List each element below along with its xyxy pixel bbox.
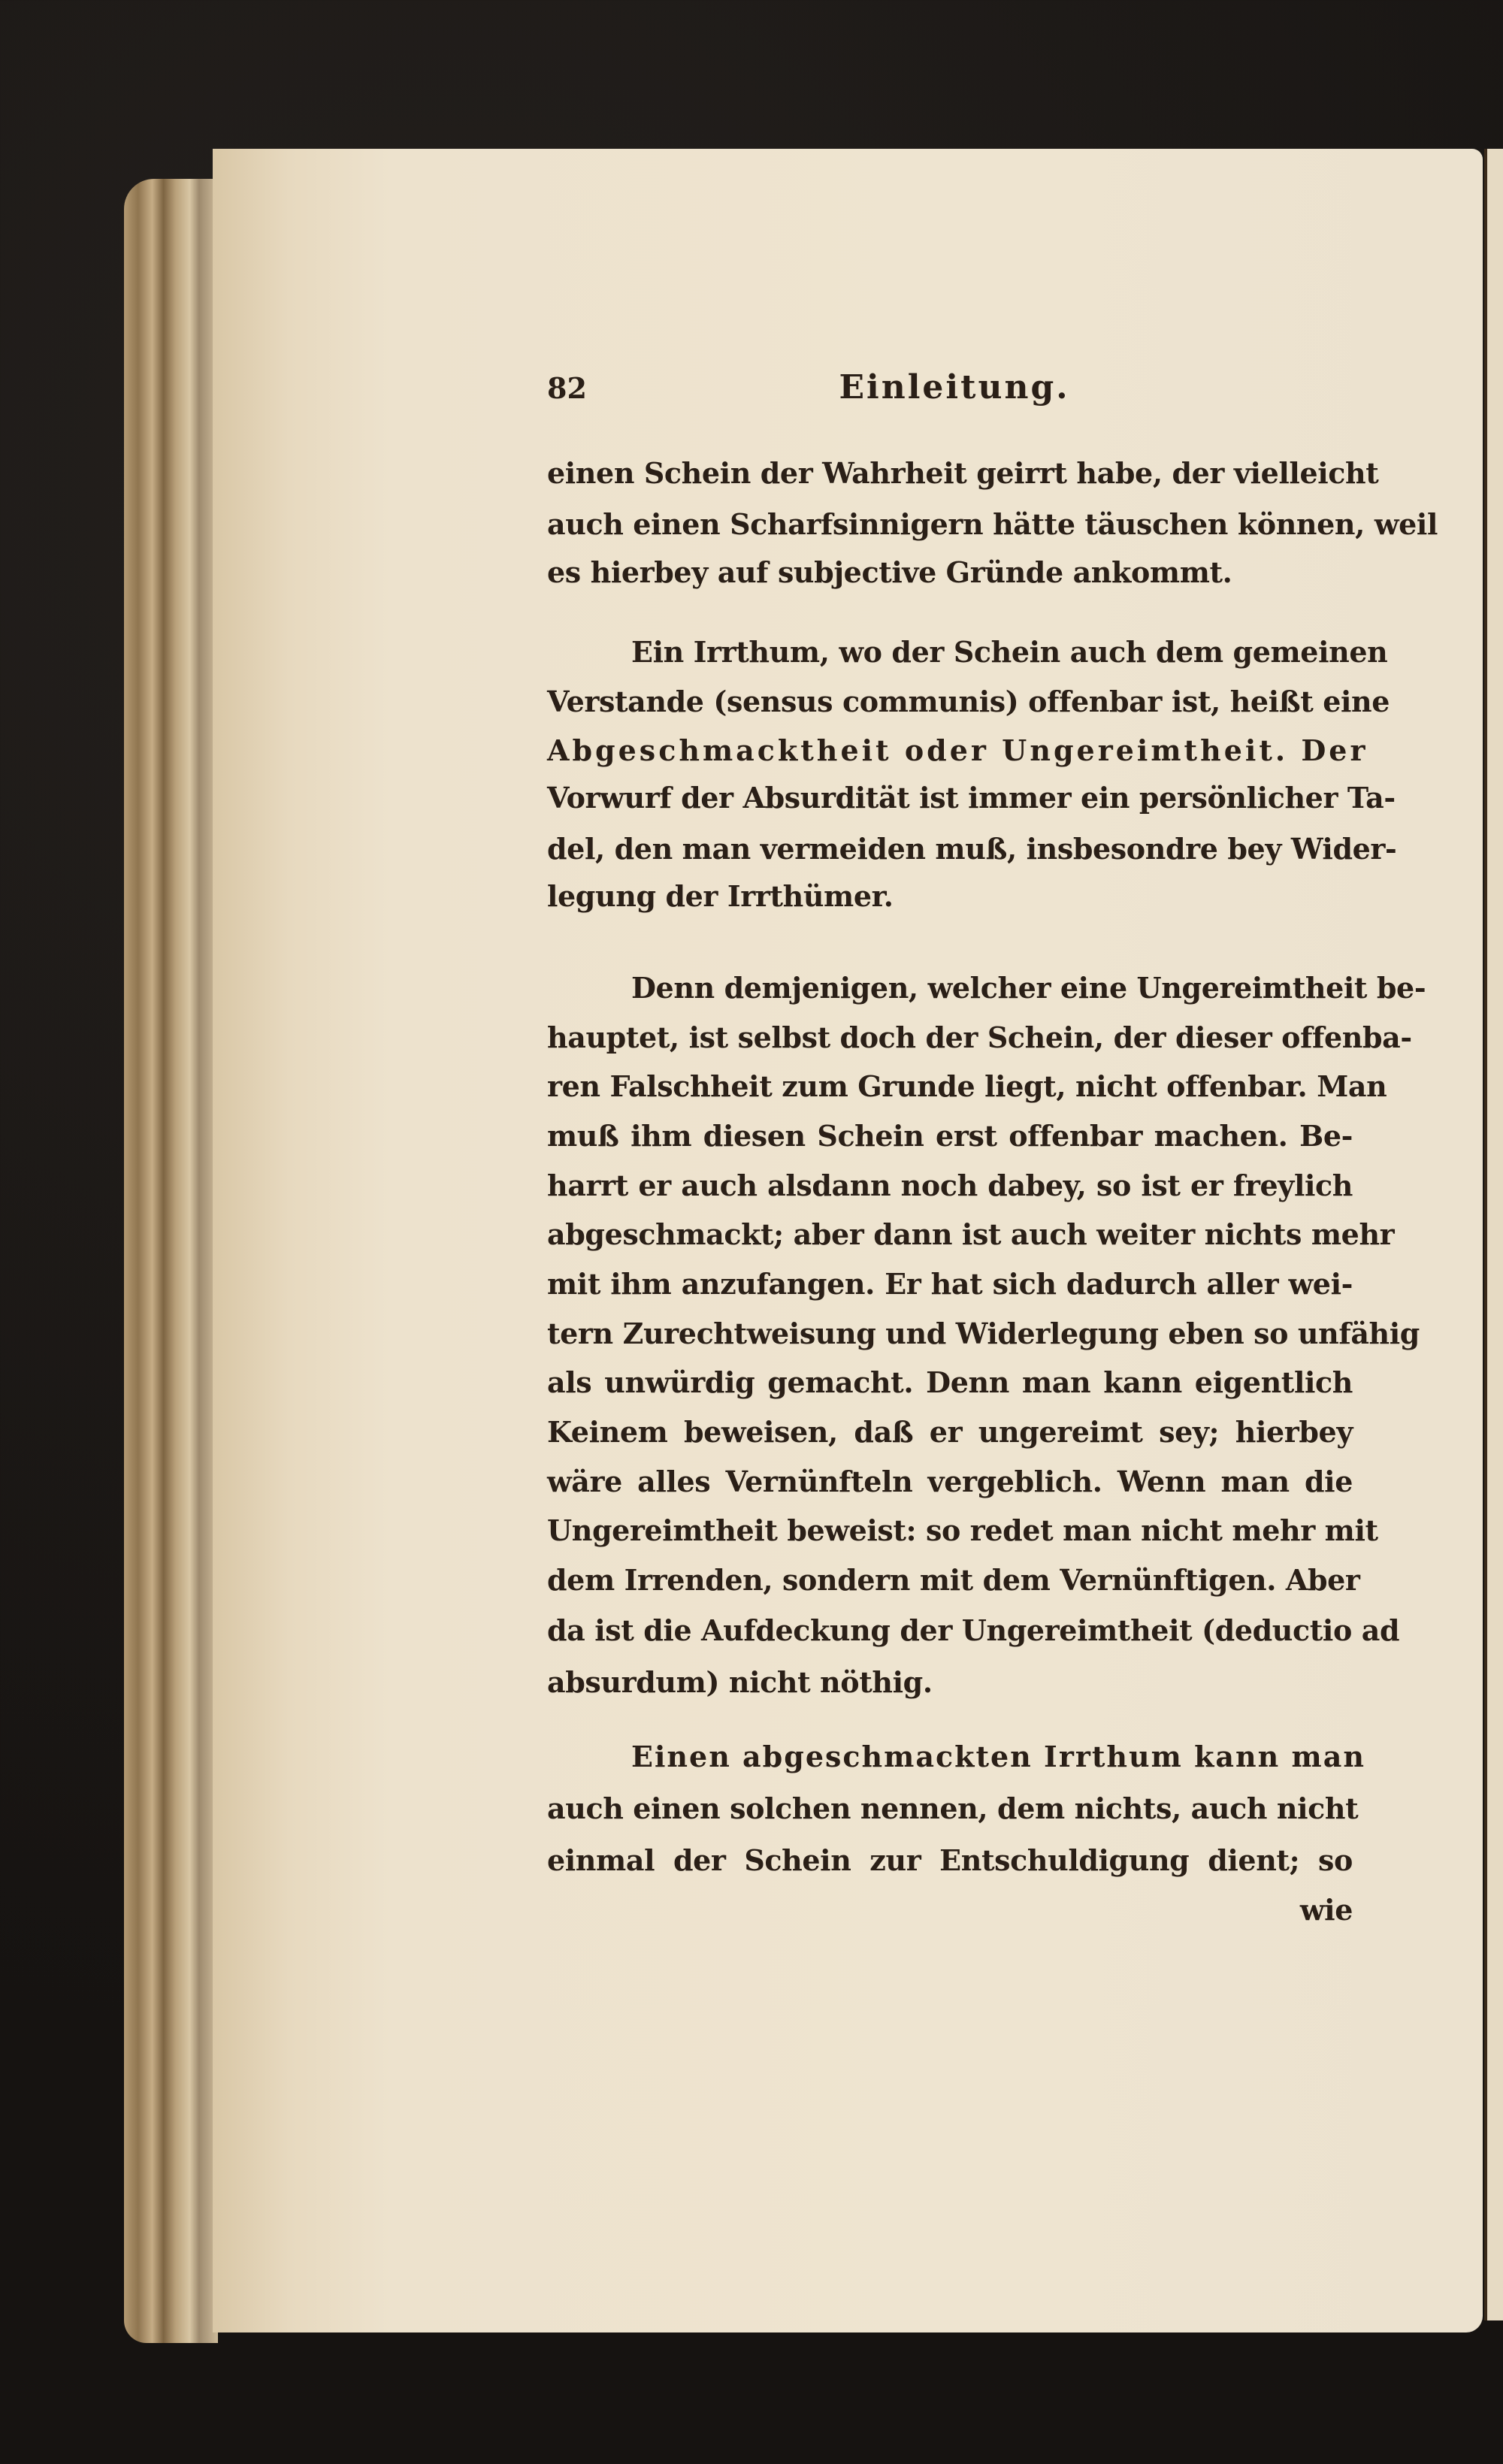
text-line: Abgeschmacktheit oder Ungereimtheit. Der xyxy=(547,733,1368,767)
text-line: Ein Irrthum, wo der Schein auch dem gemeinen xyxy=(631,635,1388,669)
adjacent-page-edge xyxy=(1484,149,1503,2320)
running-title: Einleitung. xyxy=(839,368,1070,407)
page-number: 82 xyxy=(547,371,587,405)
text-line: harrt er auch alsdann noch dabey, so ist er freylich xyxy=(547,1169,1353,1202)
text-line: wäre alles Vernünfteln vergeblich. Wenn man die xyxy=(547,1465,1353,1498)
text-line: auch einen Scharfsinnigern hätte täuschen können, weil xyxy=(547,507,1438,541)
book-page-stack-edge xyxy=(124,179,218,2343)
text-line: muß ihm diesen Schein erst offenbar machen. Be- xyxy=(547,1119,1353,1153)
text-line: Keinem beweisen, daß er ungereimt sey; hierbey xyxy=(547,1415,1353,1449)
text-line: hauptet, ist selbst doch der Schein, der dieser offenba- xyxy=(547,1020,1412,1054)
text-line: legung der Irrthümer. xyxy=(547,879,894,913)
text-line: Ungereimtheit beweist: so redet man nicht mehr mit xyxy=(547,1513,1378,1547)
text-line: als unwürdig gemacht. Denn man kann eigentlich xyxy=(547,1365,1353,1399)
text-line: Verstande (sensus communis) offenbar ist, heißt eine xyxy=(547,685,1390,718)
text-line: del, den man vermeiden muß, insbesondre bey Wider- xyxy=(547,832,1397,866)
text-line: absurdum) nicht nöthig. xyxy=(547,1665,933,1699)
text-line: Denn demjenigen, welcher eine Ungereimtheit be- xyxy=(631,971,1426,1005)
catchword: wie xyxy=(1299,1893,1353,1927)
text-line: es hierbey auf subjective Gründe ankommt. xyxy=(547,555,1232,589)
text-line: Vorwurf der Absurdität ist immer ein persönlicher Ta- xyxy=(547,781,1396,815)
text-line: da ist die Aufdeckung der Ungereimtheit (deductio ad xyxy=(547,1613,1400,1647)
text-line: mit ihm anzufangen. Er hat sich dadurch aller wei- xyxy=(547,1267,1353,1301)
text-line: tern Zurechtweisung und Widerlegung eben so unfähig xyxy=(547,1317,1420,1350)
text-line: Einen abgeschmackten Irrthum kann man xyxy=(631,1740,1366,1773)
text-line: ren Falschheit zum Grunde liegt, nicht offenbar. Man xyxy=(547,1069,1387,1103)
text-line: abgeschmackt; aber dann ist auch weiter nichts mehr xyxy=(547,1217,1395,1251)
text-line: einmal der Schein zur Entschuldigung dient; so xyxy=(547,1843,1353,1877)
text-line: dem Irrenden, sondern mit dem Vernünftigen. Aber xyxy=(547,1563,1360,1597)
text-line: einen Schein der Wahrheit geirrt habe, der vielleicht xyxy=(547,456,1379,490)
text-line: auch einen solchen nennen, dem nichts, auch nicht xyxy=(547,1791,1359,1825)
